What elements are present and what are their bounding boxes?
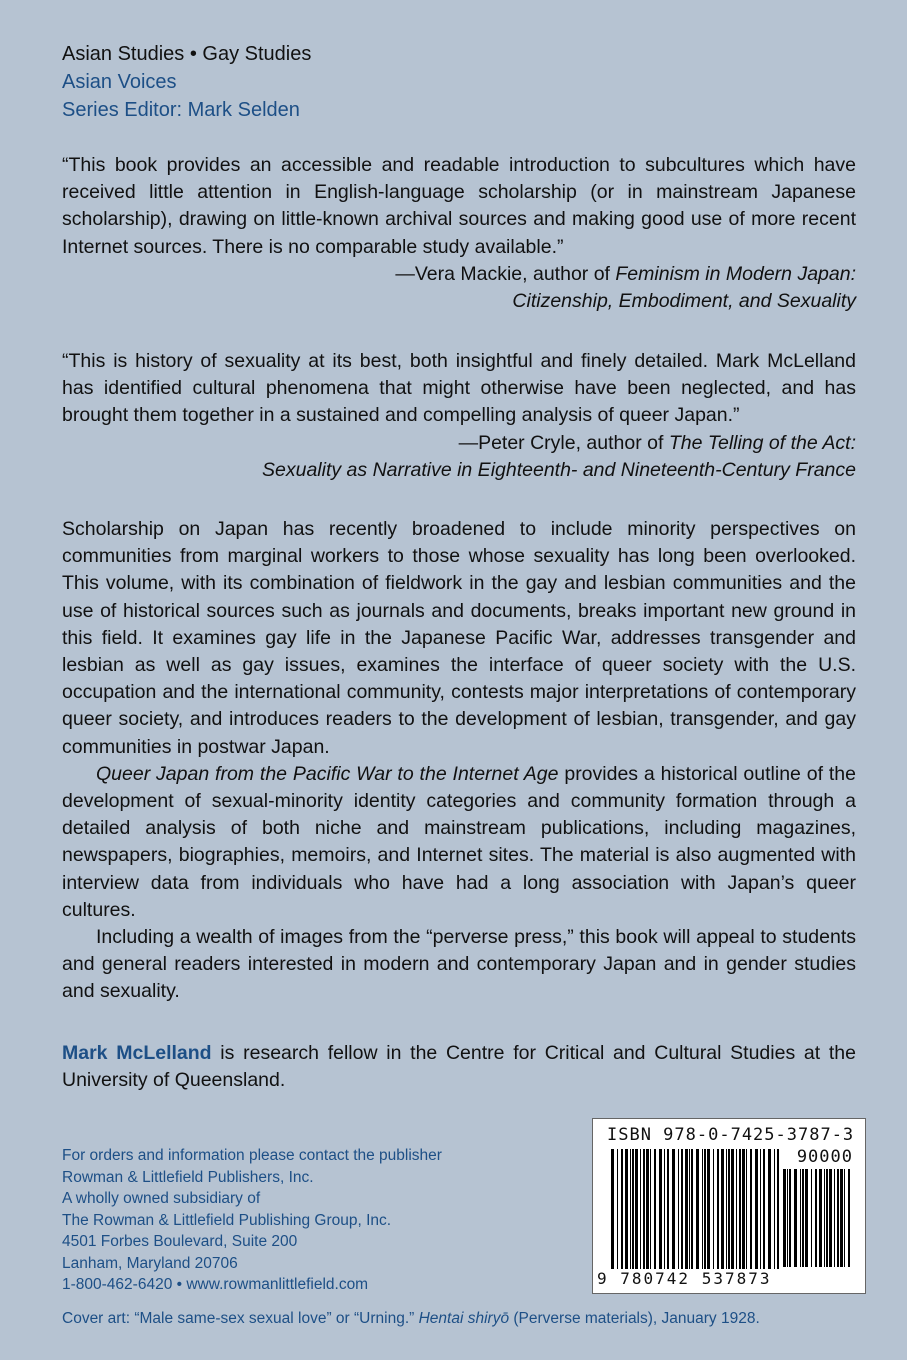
publisher-line: Lanham, Maryland 20706	[62, 1254, 238, 1272]
barcode-bar	[654, 1149, 656, 1269]
barcode-bars	[611, 1149, 779, 1269]
barcode-bar	[840, 1169, 843, 1267]
barcode-bar	[625, 1149, 628, 1269]
endorsement-quote-2	[62, 348, 856, 484]
barcode-bar	[824, 1169, 825, 1267]
addon-barcode-bars	[783, 1169, 853, 1269]
isbn-label: ISBN 978-0-7425-3787-3	[607, 1125, 855, 1145]
barcode-bar	[794, 1169, 797, 1267]
source-title: Hentai shiryō	[418, 1310, 510, 1327]
price-code: 90000	[796, 1147, 853, 1167]
description-paragraph-1: Scholarship on Japan has recently broadened to include minority perspectives on communities from marginal workers to those whose sexuality has long been overlooked. This volume, with its combination of fieldwork in the gay and lesbian communities and the use of historical sources such as journals and documents, breaks important new ground in this field. It examines gay life in the Japanese Pacific War, addresses transgender and lesbian as well as gay issues, examines the interface of queer society with the U.S. occupation and the international community, contests major interpretations of contemporary queer society, and introduces readers to the development of lesbian, transgender, and gay communities in postwar Japan.	[62, 518, 856, 758]
book-title: Queer Japan from the Pacific War to the Internet Age	[96, 762, 559, 785]
isbn-barcode	[592, 1118, 866, 1294]
barcode-bar	[635, 1149, 638, 1269]
barcode-bar	[819, 1169, 822, 1267]
book-description	[62, 516, 856, 1006]
barcode-bar	[681, 1149, 683, 1269]
series-header	[62, 40, 311, 124]
barcode-bar	[789, 1169, 791, 1267]
barcode-bar	[763, 1149, 765, 1269]
publisher-line: The Rowman & Littlefield Publishing Group, Inc.	[62, 1211, 392, 1229]
author-bio	[62, 1040, 856, 1094]
barcode-bar	[848, 1169, 850, 1267]
quote-attribution	[62, 261, 856, 288]
barcode-bar	[713, 1149, 714, 1269]
subjects-line: Asian Studies • Gay Studies	[62, 43, 312, 65]
series-editor: Series Editor: Mark Selden	[62, 99, 300, 121]
barcode-bar	[678, 1149, 679, 1269]
barcode-bar	[664, 1149, 665, 1269]
barcode-bar	[672, 1149, 675, 1269]
barcode-bar	[746, 1149, 747, 1269]
barcode-bar	[721, 1149, 724, 1269]
barcode-bar	[826, 1169, 828, 1267]
author-bio-text: is research fellow in the Centre for Critical and Cultural Studies at the University of Queensland.	[62, 1042, 856, 1092]
cover-art-credit: Cover art: “Male same-sex sexual love” or “Urning.” Hentai shiryō (Perverse materials), January 1928.	[62, 1310, 760, 1327]
barcode-bar	[802, 1169, 804, 1267]
barcode-digits: 9 780742 537873	[597, 1269, 772, 1288]
barcode-bar	[696, 1149, 699, 1269]
attribution-author: —Vera Mackie, author of	[395, 262, 616, 285]
quote-attribution-line2	[62, 457, 856, 484]
barcode-bar	[742, 1149, 745, 1269]
description-paragraph-2: Queer Japan from the Pacific War to the Internet Age provides a historical outline of the development of sexual-minority identity categories and community formation through a detailed analysis of both niche and mainstream publications, including magazines, newspapers, biographies, memoirs, and Internet sites. The material is also augmented with interview data from individuals who have had a long association with Japan’s queer cultures.	[62, 762, 856, 921]
quote-text: “This book provides an accessible and readable introduction to subcultures which have received little attention in English-language scholarship (or in mainstream Japanese scholarship), drawing on little-known archival sources and making good use of more recent Internet sources. There is no comparable study available.”	[62, 154, 856, 258]
barcode-bar	[834, 1169, 835, 1267]
barcode-bar	[731, 1149, 734, 1269]
barcode-bar	[667, 1149, 669, 1269]
barcode-bar	[728, 1149, 730, 1269]
barcode-bar	[739, 1149, 741, 1269]
publisher-line: 4501 Forbes Boulevard, Suite 200	[62, 1233, 298, 1250]
barcode-bar	[774, 1149, 775, 1269]
barcode-bar	[815, 1169, 817, 1267]
barcode-bar	[800, 1169, 801, 1267]
attribution-author: —Peter Cryle, author of	[458, 431, 669, 454]
barcode-bar	[717, 1149, 719, 1269]
barcode-bar	[844, 1169, 845, 1267]
barcode-bar	[755, 1149, 758, 1269]
barcode-bar	[702, 1149, 703, 1269]
barcode-bar	[787, 1169, 788, 1267]
attribution-book-subtitle: Sexuality as Narrative in Eighteenth- and Nineteenth-Century France	[262, 458, 856, 481]
barcode-bar	[704, 1149, 706, 1269]
barcode-bar	[646, 1149, 649, 1269]
barcode-bar	[783, 1169, 786, 1267]
barcode-bar	[685, 1149, 688, 1269]
barcode-bar	[621, 1149, 623, 1269]
barcode-bar	[632, 1149, 634, 1269]
attribution-book-title: Feminism in Modern Japan:	[615, 262, 856, 285]
barcode-bar	[750, 1149, 752, 1269]
barcode-bar	[691, 1149, 693, 1269]
barcode-bar	[829, 1169, 832, 1267]
barcode-bar	[768, 1149, 771, 1269]
barcode-bar	[760, 1149, 761, 1269]
author-name: Mark McLelland	[62, 1042, 212, 1064]
publisher-line: 1-800-462-6420 • www.rowmanlittlefield.com	[62, 1276, 369, 1293]
barcode-bar	[630, 1149, 631, 1269]
attribution-book-title: The Telling of the Act:	[668, 431, 856, 454]
quote-text: “This is history of sexuality at its best, both insightful and finely detailed. Mark McLelland has identified cultural phenomena that might otherwise have been neglected, and has brought them together in a sustained and compelling analysis of queer Japan.”	[62, 350, 856, 427]
barcode-bar	[736, 1149, 737, 1269]
barcode-bar	[617, 1149, 618, 1269]
barcode-bar	[640, 1149, 641, 1269]
barcode-bar	[650, 1149, 651, 1269]
quote-attribution	[62, 430, 856, 457]
barcode-bar	[611, 1149, 614, 1269]
barcode-bar	[726, 1149, 727, 1269]
barcode-bar	[805, 1169, 808, 1267]
barcode-bar	[689, 1149, 690, 1269]
publisher-line: For orders and information please contact the publisher	[62, 1147, 442, 1164]
barcode-bar	[659, 1149, 662, 1269]
barcode-bar	[707, 1149, 710, 1269]
endorsement-quote-1	[62, 152, 856, 315]
barcode-bar	[643, 1149, 645, 1269]
barcode-bar	[811, 1169, 812, 1267]
publisher-info	[62, 1145, 442, 1296]
publisher-line: Rowman & Littlefield Publishers, Inc.	[62, 1168, 314, 1186]
barcode-bar	[837, 1169, 839, 1267]
publisher-line: A wholly owned subsidiary of	[62, 1190, 261, 1207]
barcode-bar	[777, 1149, 779, 1269]
description-paragraph-3: Including a wealth of images from the “perverse press,” this book will appeal to students and general readers interested in modern and contemporary Japan and in gender studies and sexuality.	[62, 926, 856, 1003]
series-name: Asian Voices	[62, 71, 177, 93]
quote-attribution-line2	[62, 288, 856, 315]
attribution-book-subtitle: Citizenship, Embodiment, and Sexuality	[512, 290, 856, 313]
